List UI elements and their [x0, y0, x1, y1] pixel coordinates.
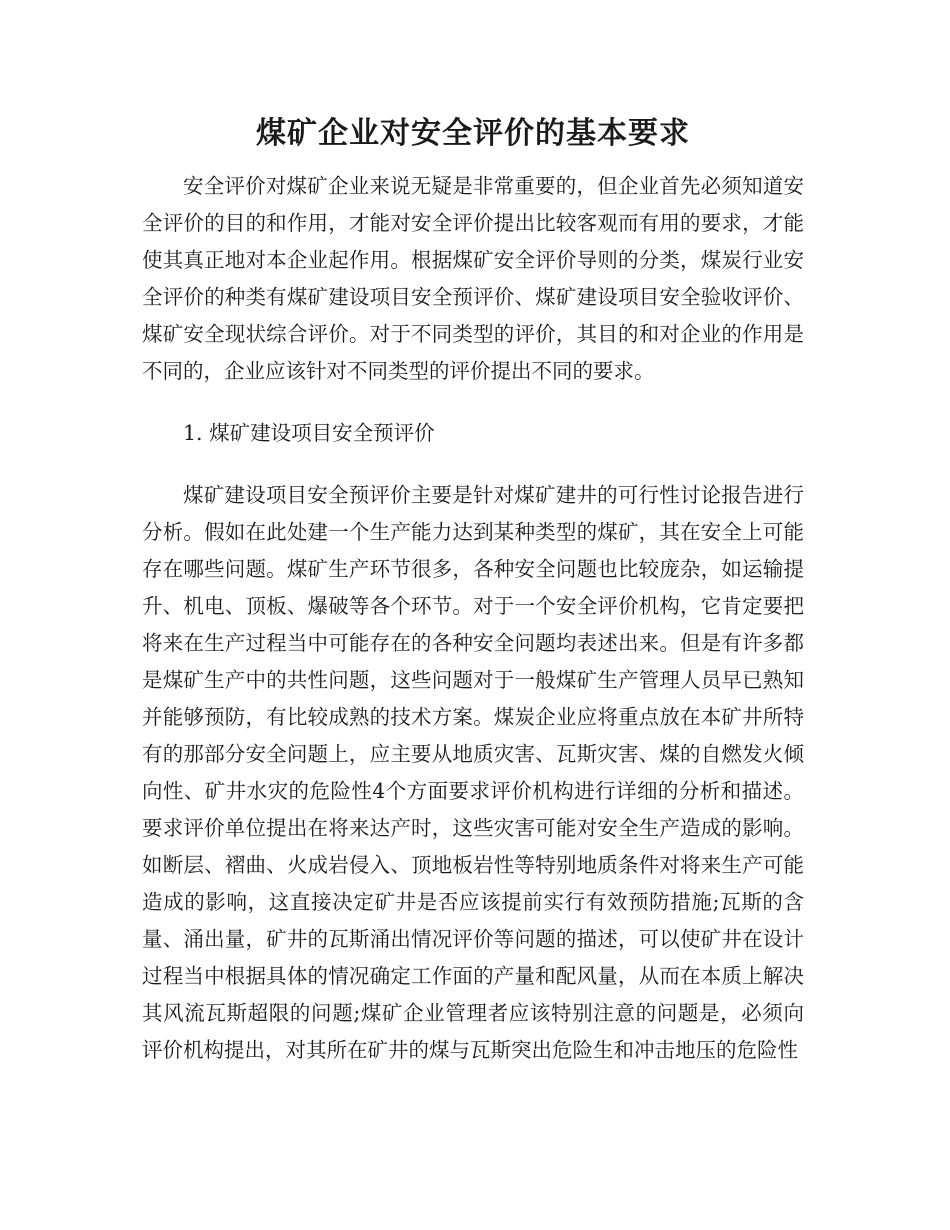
document-page	[142, 108, 804, 1069]
pre-evaluation-paragraph: 煤矿建设项目安全预评价主要是针对煤矿建井的可行性讨论报告进行分析。假如在此处建一个生产能力达到某种类型的煤矿，其在安全上可能存在哪些问题。煤矿生产环节很多，各种安全问题也比较庞杂，如运输提升、机电、顶板、爆破等各个环节。对于一个安全评价机构，它肯定要把将来在生产过程当中可能存在的各种安全问题均表述出来。但是有许多都是煤矿生产中的共性问题，这些问题对于一般煤矿生产管理人员早已熟知并能够预防，有比较成熟的技术方案。煤炭企业应将重点放在本矿井所特有的那部分安全问题上，应主要从地质灾害、瓦斯灾害、煤的自燃发火倾向性、矿井水灾的危险性4个方面要求评价机构进行详细的分析和描述。要求评价单位提出在将来达产时，这些灾害可能对安全生产造成的影响。如断层、褶曲、火成岩侵入、顶地板岩性等特别地质条件对将来生产可能造成的影响，这直接决定矿井是否应该提前实行有效预防措施;瓦斯的含量、涌出量，矿井的瓦斯涌出情况评价等问题的描述，可以使矿井在设计过程当中根据具体的情况确定工作面的产量和配风量，从而在本质上解决其风流瓦斯超限的问题;煤矿企业管理者应该特别注意的问题是，必须向评价机构提出，对其所在矿井的煤与瓦斯突出危险生和冲击地压的危险性	[142, 483, 804, 1062]
section-heading-pre-evaluation: 1. 煤矿建设项目安全预评价	[183, 421, 435, 445]
document-title: 煤矿企业对安全评价的基本要求	[256, 116, 690, 151]
intro-paragraph: 安全评价对煤矿企业来说无疑是非常重要的，但企业首先必须知道安全评价的目的和作用，才能对安全评价提出比较客观而有用的要求，才能使其真正地对本企业起作用。根据煤矿安全评价导则的分类，煤炭行业安全评价的种类有煤矿建设项目安全预评价、煤矿建设项目安全验收评价、煤矿安全现状综合评价。对于不同类型的评价，其目的和对企业的作用是不同的，企业应该针对不同类型的评价提出不同的要求。	[142, 174, 804, 383]
